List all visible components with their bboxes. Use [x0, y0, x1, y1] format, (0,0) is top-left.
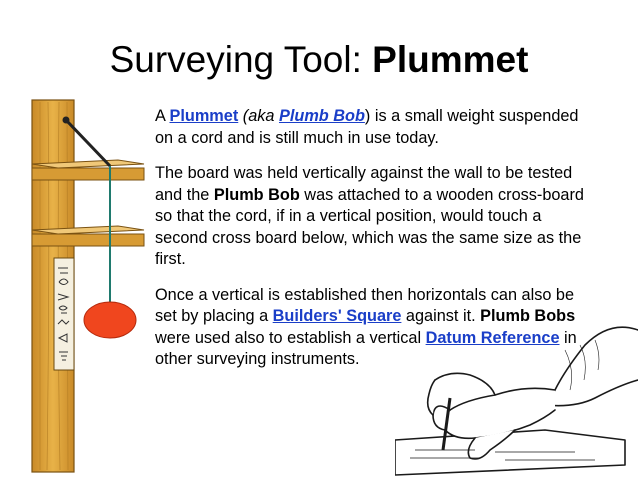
p3-text-1: Once a vertical is established then horizontals can also be set by placing a	[155, 285, 575, 325]
p1-text-3: ) is a small weight suspended on a cord and is still much in use today.	[155, 107, 579, 147]
body-text	[155, 106, 585, 385]
datum-reference-link[interactable]: Datum Reference	[425, 328, 560, 347]
p2-bold-plumb-bob: Plumb Bob	[213, 185, 300, 204]
p3-text-4: in other surveying instruments.	[155, 328, 577, 368]
plumb-bob-link[interactable]: Plumb Bob	[278, 107, 365, 125]
glyph-plate	[54, 258, 74, 370]
plumb-board-illustration	[28, 98, 148, 474]
p1-text-2: (aka	[238, 107, 279, 125]
paragraph-2	[155, 163, 585, 271]
paragraph-1	[155, 106, 585, 149]
p1-text-1: A	[155, 107, 170, 125]
builders-square-link[interactable]: Builders' Square	[272, 307, 402, 325]
paragraph-3	[155, 285, 585, 371]
p2-text-2: was attached to a wooden cross-board so that the cord, if in a vertical position, would touch a second cross board below, which was the same size as the first.	[155, 185, 584, 268]
plumb-bob	[84, 302, 136, 338]
p3-bold-plumb-bobs: Plumb Bobs	[480, 307, 576, 325]
p2-text-1: The board was held vertically against the wall to be tested and the	[155, 164, 573, 204]
title-bold: Plummet	[372, 39, 529, 80]
slide-title	[0, 38, 638, 82]
plummet-link[interactable]: Plummet	[169, 107, 239, 125]
p3-text-3: were used also to establish a vertical	[155, 328, 426, 347]
p3-text-2: against it.	[401, 307, 481, 325]
title-prefix: Surveying Tool:	[109, 39, 373, 80]
